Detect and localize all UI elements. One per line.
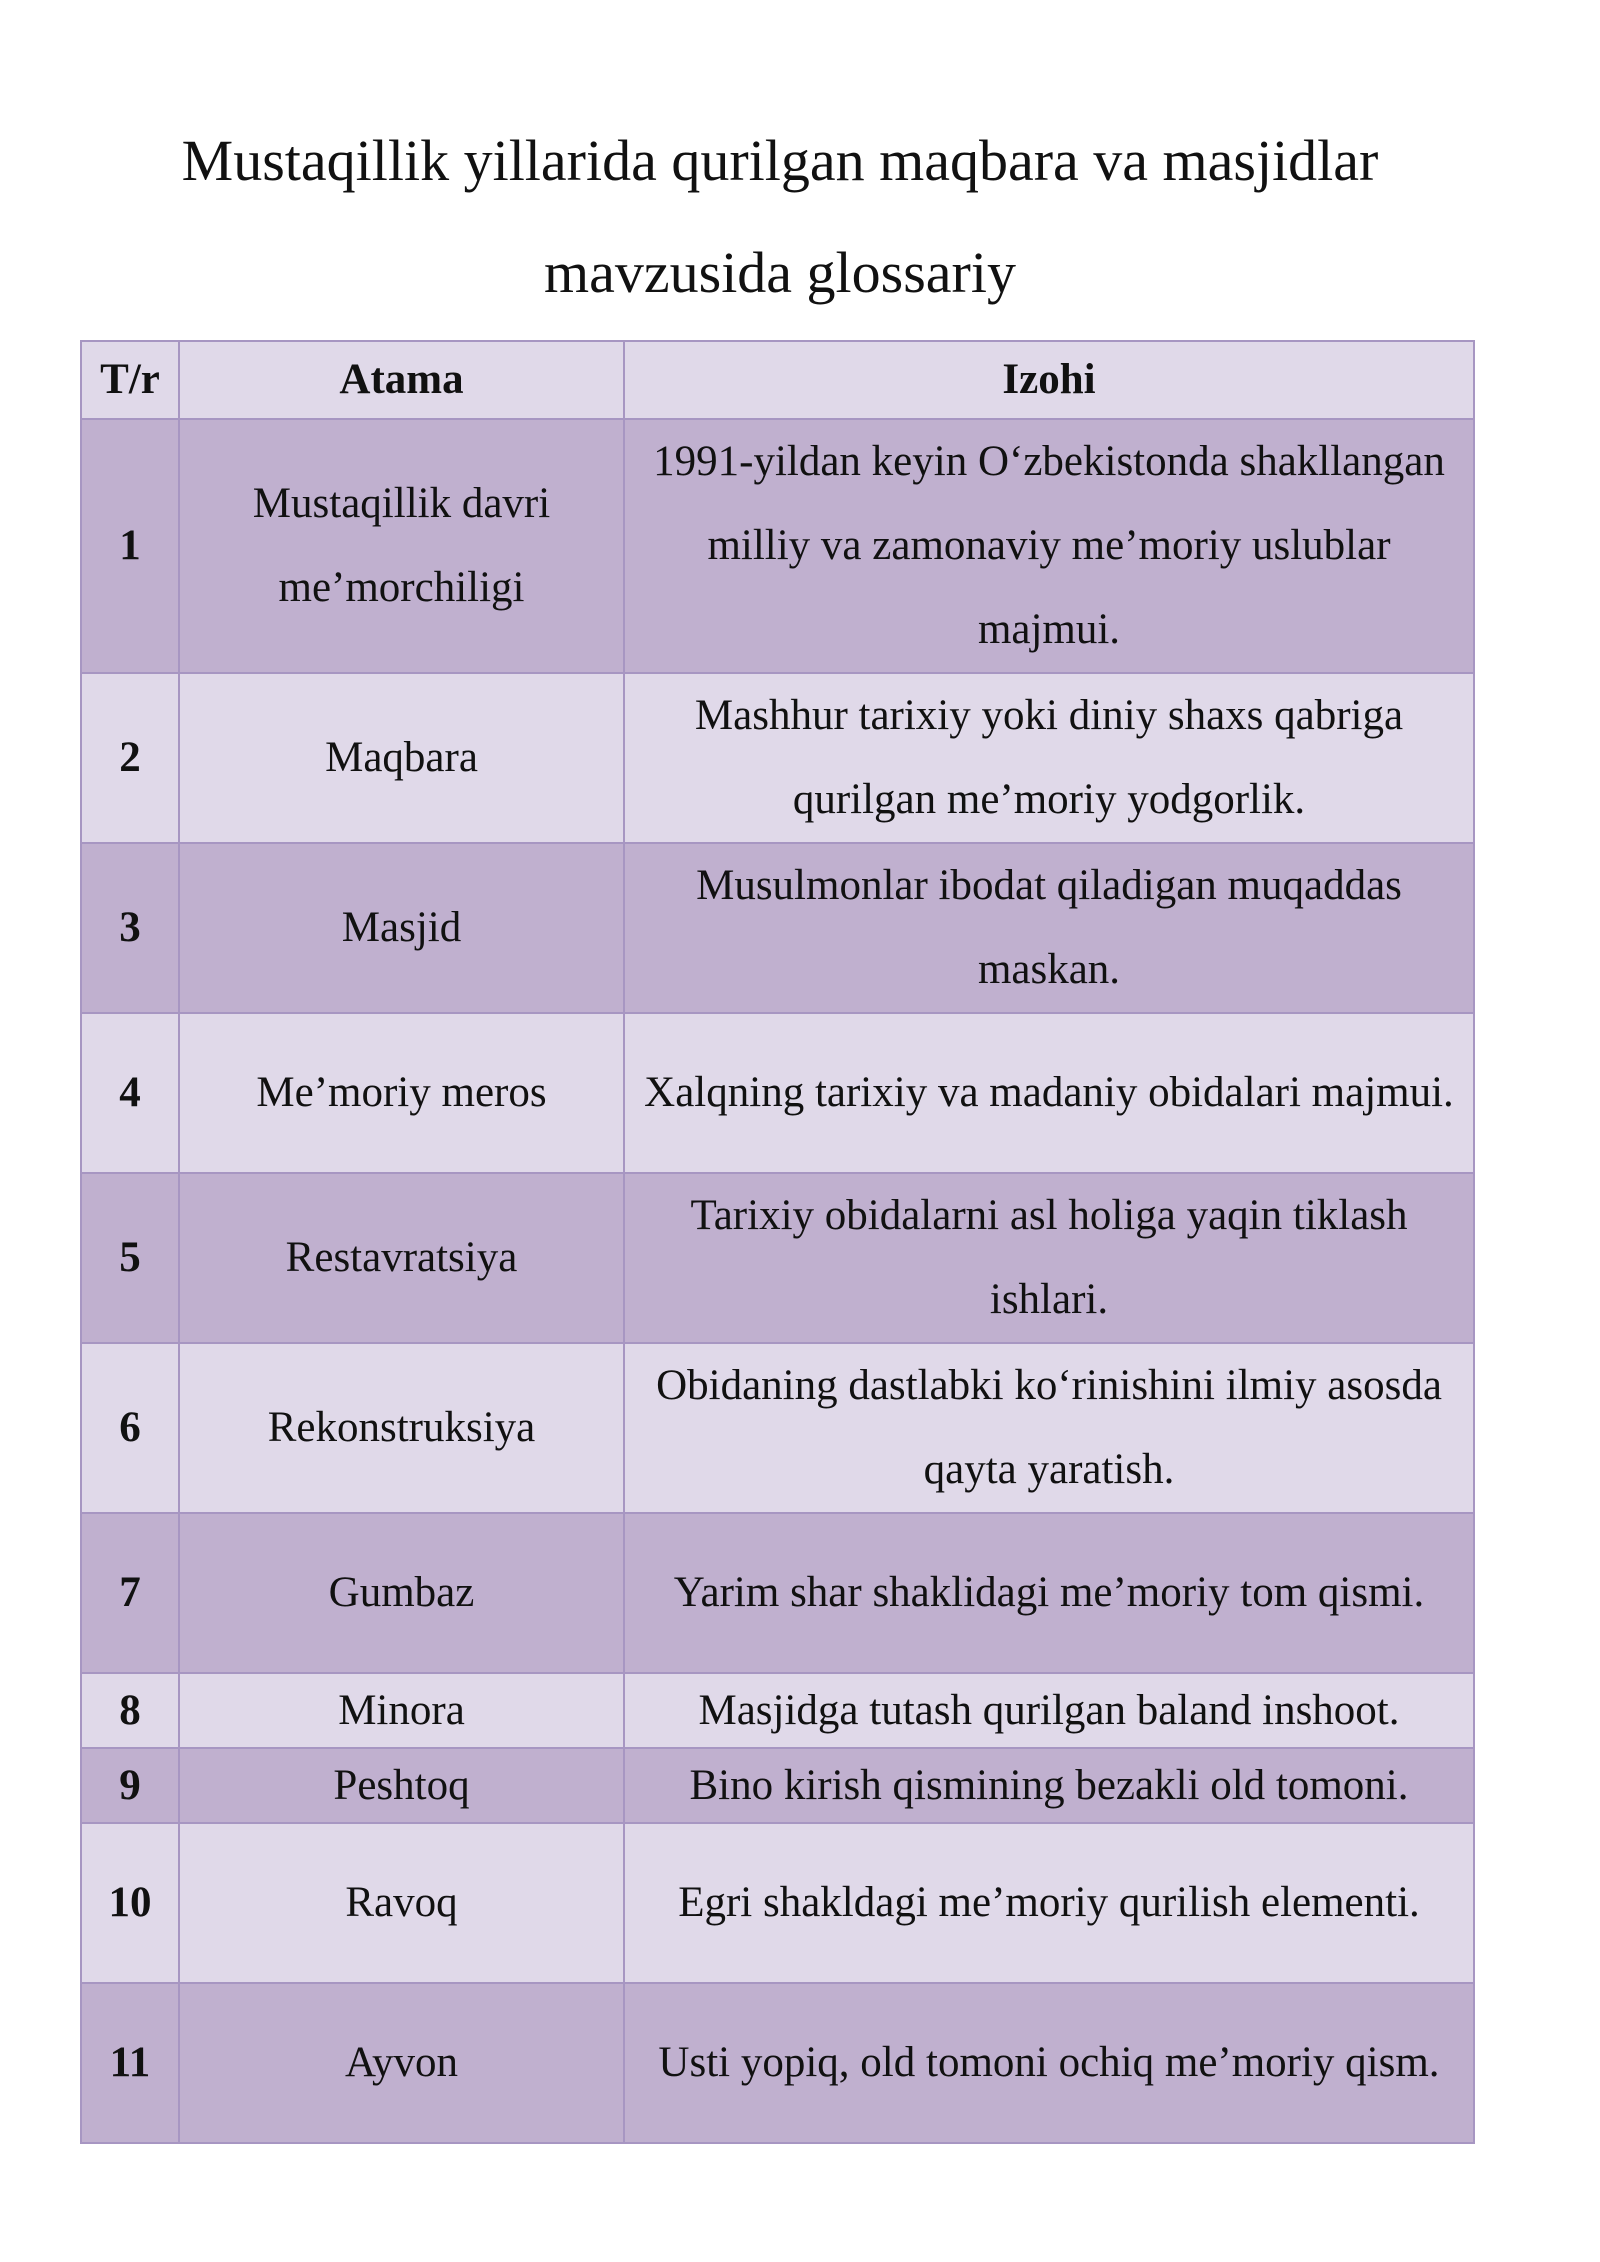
row-description: Bino kirish qismining bezakli old tomoni. xyxy=(624,1748,1474,1823)
row-description: Tarixiy obidalarni asl holiga yaqin tiklash ishlari. xyxy=(624,1173,1474,1343)
table-row xyxy=(81,419,1474,673)
header-description: Izohi xyxy=(624,341,1474,419)
row-number: 5 xyxy=(81,1173,179,1343)
row-number: 3 xyxy=(81,843,179,1013)
table-header-row xyxy=(81,341,1474,419)
title-line-1: Mustaqillik yillarida qurilgan maqbara va masjidlar xyxy=(181,128,1379,193)
row-description: Egri shakldagi me’moriy qurilish elementi. xyxy=(624,1823,1474,1983)
title-line-2: mavzusida glossariy xyxy=(544,240,1016,305)
table-row xyxy=(81,673,1474,843)
row-description: Obidaning dastlabki ko‘rinishini ilmiy asosda qayta yaratish. xyxy=(624,1343,1474,1513)
row-number: 4 xyxy=(81,1013,179,1173)
header-term: Atama xyxy=(179,341,624,419)
row-term: Ravoq xyxy=(179,1823,624,1983)
row-term: Maqbara xyxy=(179,673,624,843)
row-number: 2 xyxy=(81,673,179,843)
row-description: 1991-yildan keyin O‘zbekistonda shakllangan milliy va zamonaviy me’moriy uslublar majmui. xyxy=(624,419,1474,673)
row-number: 9 xyxy=(81,1748,179,1823)
glossary-table xyxy=(80,340,1475,2144)
table-row xyxy=(81,1983,1474,2143)
row-term: Masjid xyxy=(179,843,624,1013)
table-row xyxy=(81,1823,1474,1983)
row-number: 6 xyxy=(81,1343,179,1513)
row-term: Ayvon xyxy=(179,1983,624,2143)
row-number: 1 xyxy=(81,419,179,673)
row-description: Musulmonlar ibodat qiladigan muqaddas maskan. xyxy=(624,843,1474,1013)
table-row xyxy=(81,1343,1474,1513)
row-description: Mashhur tarixiy yoki diniy shaxs qabriga qurilgan me’moriy yodgorlik. xyxy=(624,673,1474,843)
row-description: Usti yopiq, old tomoni ochiq me’moriy qism. xyxy=(624,1983,1474,2143)
row-description: Masjidga tutash qurilgan baland inshoot. xyxy=(624,1673,1474,1748)
document-title xyxy=(60,105,1500,329)
table-row xyxy=(81,1013,1474,1173)
row-number: 10 xyxy=(81,1823,179,1983)
row-term: Peshtoq xyxy=(179,1748,624,1823)
table-row xyxy=(81,1673,1474,1748)
row-number: 8 xyxy=(81,1673,179,1748)
row-term: Gumbaz xyxy=(179,1513,624,1673)
header-number: T/r xyxy=(81,341,179,419)
row-term xyxy=(179,419,624,673)
row-term: Restavratsiya xyxy=(179,1173,624,1343)
row-number: 11 xyxy=(81,1983,179,2143)
row-term-line: Mustaqillik davri xyxy=(252,480,551,527)
table-row xyxy=(81,843,1474,1013)
row-term-line: me’morchiligi xyxy=(278,564,525,611)
row-number: 7 xyxy=(81,1513,179,1673)
row-term: Rekonstruksiya xyxy=(179,1343,624,1513)
row-term: Minora xyxy=(179,1673,624,1748)
row-term: Me’moriy meros xyxy=(179,1013,624,1173)
table-row xyxy=(81,1513,1474,1673)
table-row xyxy=(81,1748,1474,1823)
row-description: Yarim shar shaklidagi me’moriy tom qismi. xyxy=(624,1513,1474,1673)
row-description: Xalqning tarixiy va madaniy obidalari majmui. xyxy=(624,1013,1474,1173)
table-row xyxy=(81,1173,1474,1343)
